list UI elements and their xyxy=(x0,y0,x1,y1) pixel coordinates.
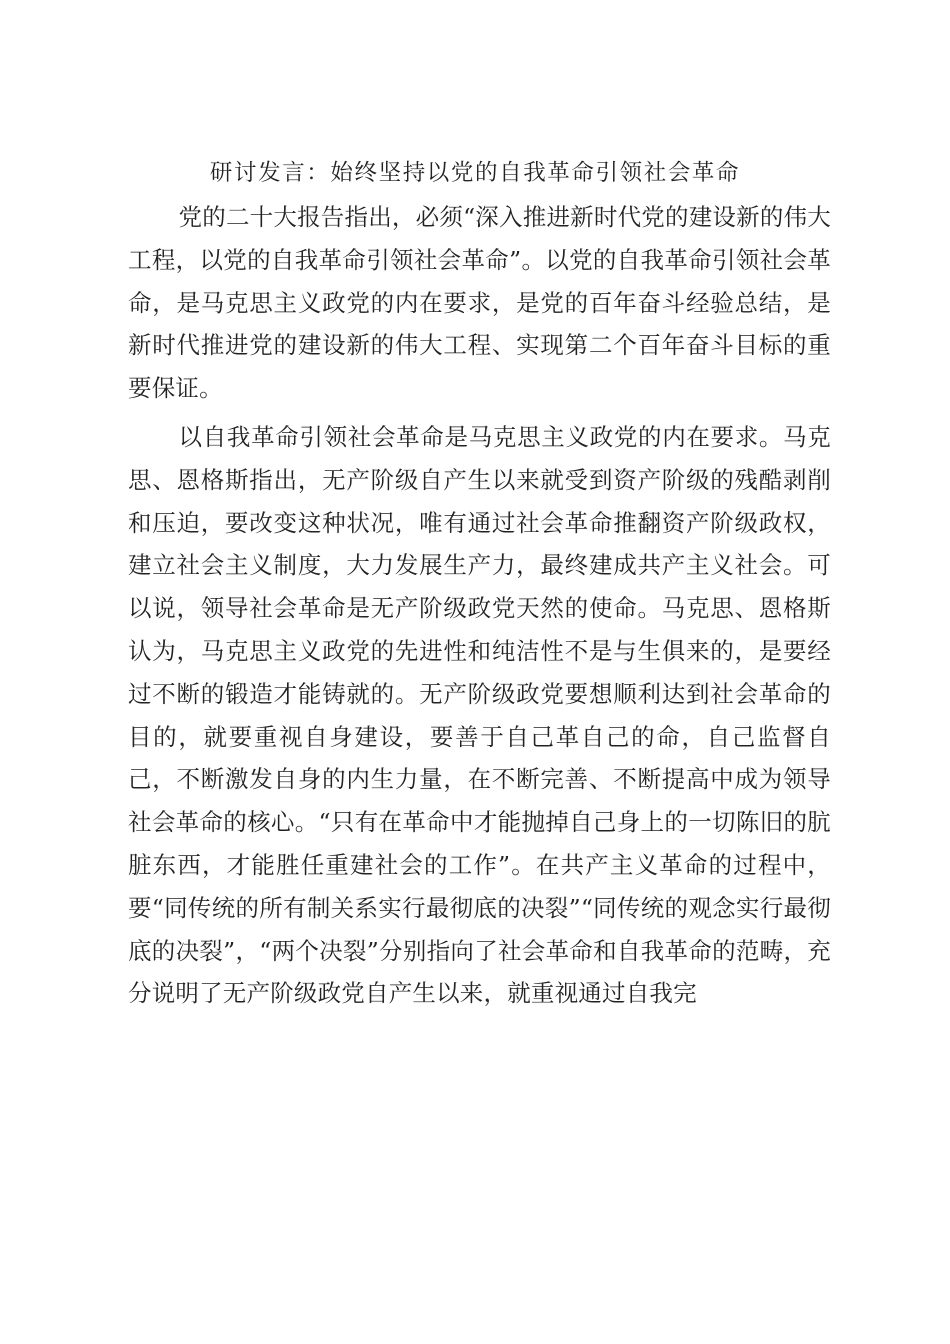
paragraph-1: 党的二十大报告指出，必须“深入推进新时代党的建设新的伟大工程，以党的自我革命引领社会革命”。以党的自我革命引领社会革命，是马克思主义政党的内在要求，是党的百年奋斗经验总结，是新时代推进党的建设新的伟大工程、实现第二个百年奋斗目标的重要保证。 xyxy=(128,203,831,403)
document-title: 研讨发言：始终坚持以党的自我革命引领社会革命 xyxy=(209,160,741,186)
paragraph-2: 以自我革命引领社会革命是马克思主义政党的内在要求。马克思、恩格斯指出，无产阶级自产生以来就受到资产阶级的残酷剥削和压迫，要改变这种状况，唯有通过社会革命推翻资产阶级政权，建立社会主义制度，大力发展生产力，最终建成共产主义社会。可以说，领导社会革命是无产阶级政党天然的使命。马克思、恩格斯认为，马克思主义政党的先进性和纯洁性不是与生俱来的，是要经过不断的锻造才能铸就的。无产阶级政党要想顺利达到社会革命的目的，就要重视自身建设，要善于自己革自己的命，自己监督自己，不断激发自身的内生力量，在不断完善、不断提高中成为领导社会革命的核心。“只有在革命中才能抛掉自己身上的一切陈旧的肮脏东西，才能胜任重建社会的工作”。在共产主义革命的过程中，要“同传统的所有制关系实行最彻底的决裂”“同传统的观念实行最彻底的决裂”，“两个决裂”分别指向了社会革命和自我革命的范畴，充分说明了无产阶级政党自产生以来，就重视通过自我完 xyxy=(128,422,831,1008)
document-body xyxy=(128,196,831,1015)
